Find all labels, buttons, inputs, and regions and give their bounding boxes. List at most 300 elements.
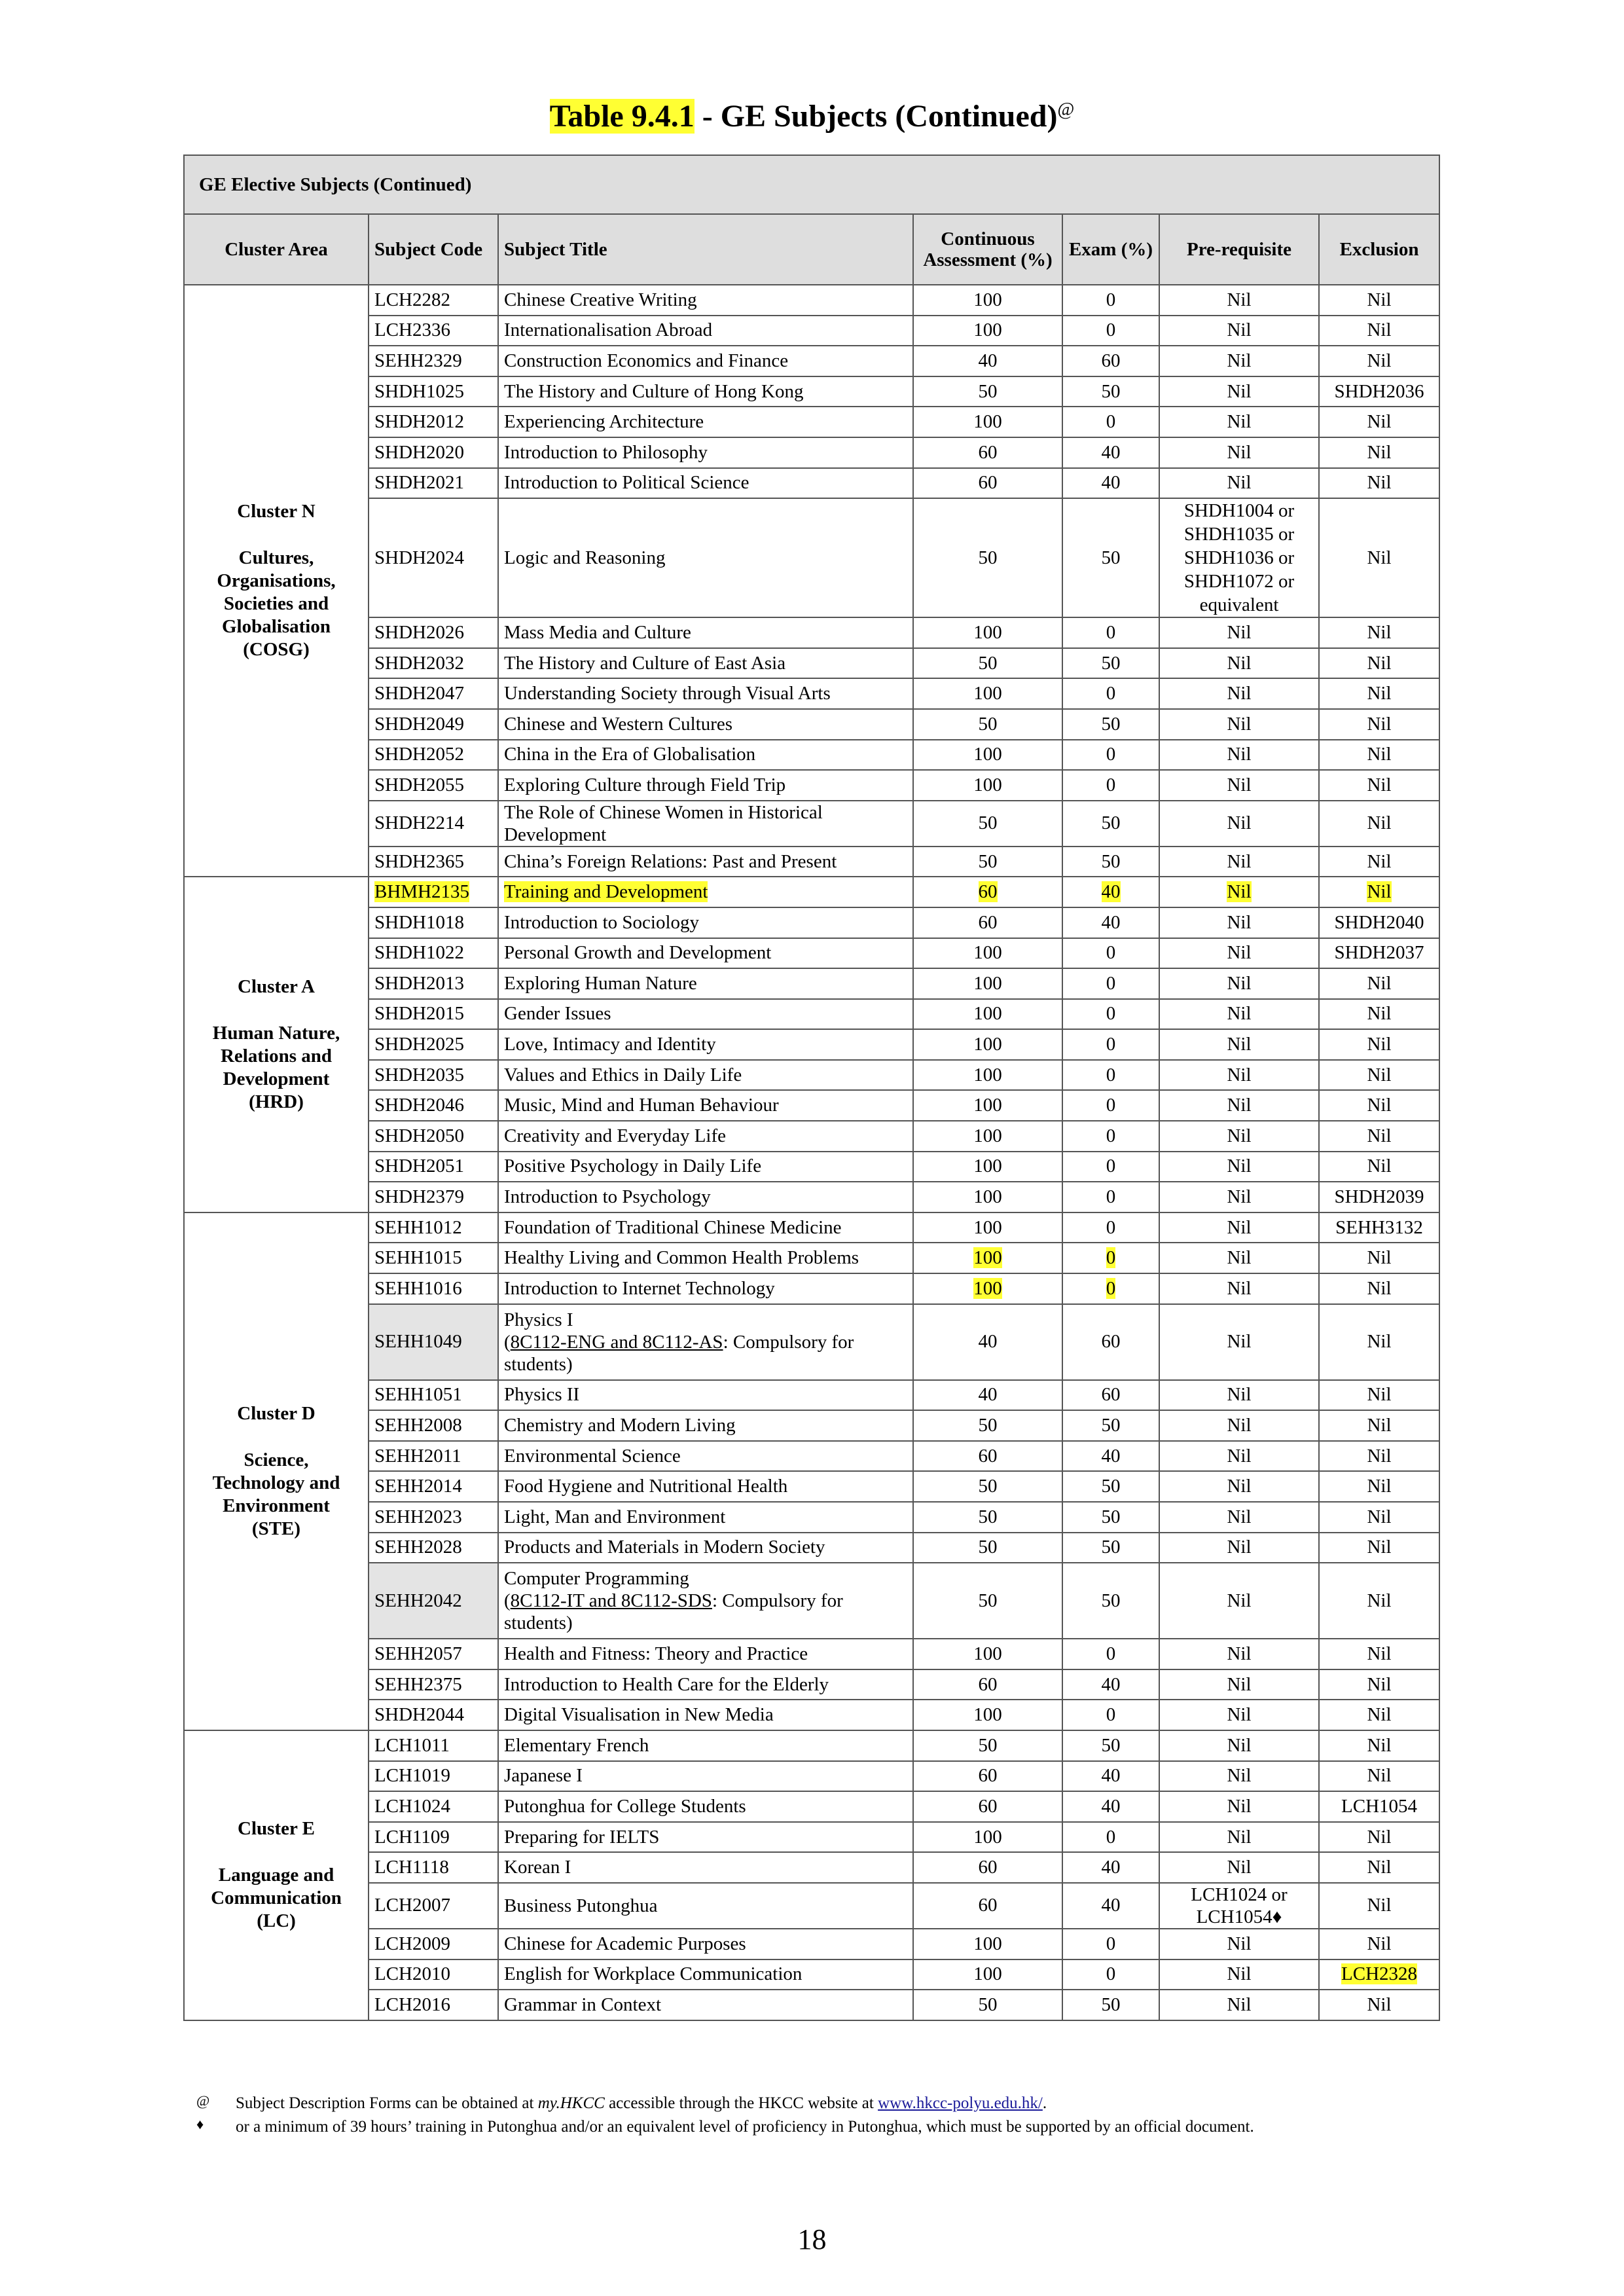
exclusion-value (1319, 1304, 1439, 1380)
prerequisite-value-text: Nil (1227, 1963, 1252, 1985)
subject-code-text: SHDH2051 (374, 1156, 464, 1177)
prerequisite-value-text: Nil (1227, 1384, 1252, 1406)
exam-value-text: 0 (1106, 683, 1116, 704)
table-row (184, 1791, 1439, 1822)
exam-value-text: 60 (1101, 350, 1121, 371)
continuous-assessment-value-text: 100 (973, 942, 1002, 964)
exam-value (1062, 678, 1159, 709)
table-row (184, 1852, 1439, 1883)
subject-title-text: Understanding Society through Visual Arts (504, 683, 831, 704)
continuous-assessment-value-text: 100 (973, 1963, 1002, 1985)
exclusion-value-text: Nil (1367, 812, 1392, 834)
exclusion-value-text: LCH2328 (1341, 1963, 1418, 1985)
table-row (184, 1959, 1439, 1990)
exam-value-text: 0 (1106, 1003, 1116, 1025)
subject-title (498, 1380, 913, 1411)
exam-value-text: 0 (1106, 1247, 1116, 1269)
subject-title-text: Foundation of Traditional Chinese Medicine (504, 1216, 842, 1238)
exam-value (1062, 285, 1159, 316)
subject-title (498, 847, 913, 877)
exam-value (1062, 1669, 1159, 1700)
exam-value (1062, 968, 1159, 999)
continuous-assessment-value-text: 60 (978, 1795, 998, 1817)
subject-code (369, 1029, 498, 1060)
exam-value-text: 0 (1106, 1277, 1116, 1299)
compulsory-note: : Compulsory for students) (504, 1590, 843, 1634)
exam-value (1062, 1304, 1159, 1380)
subject-code-text: SEHH2008 (374, 1415, 462, 1436)
exclusion-value-text: Nil (1367, 1734, 1392, 1756)
continuous-assessment-value (913, 1791, 1062, 1822)
prerequisite-value (1159, 376, 1319, 407)
subject-code-text: SEHH1015 (374, 1247, 462, 1269)
subject-title-text: Internationalisation Abroad (504, 319, 713, 341)
subject-code-text: SEHH2011 (374, 1445, 461, 1467)
prerequisite-value-text: Nil (1227, 652, 1252, 674)
continuous-assessment-value (913, 1273, 1062, 1304)
table-row (184, 1029, 1439, 1060)
compulsory-note: : Compulsory for students) (504, 1331, 854, 1375)
prerequisite-value-text: Nil (1227, 1933, 1252, 1954)
exclusion-value (1319, 1029, 1439, 1060)
continuous-assessment-value (913, 1669, 1062, 1700)
exclusion-value-text: Nil (1367, 1445, 1392, 1467)
prerequisite-value-text: Nil (1227, 1095, 1252, 1116)
subject-title-text: Introduction to Psychology (504, 1186, 711, 1208)
continuous-assessment-value-text: 40 (978, 1331, 998, 1353)
exclusion-value-text: Nil (1367, 683, 1392, 704)
exam-value-text: 0 (1106, 319, 1116, 341)
table-row (184, 1730, 1439, 1761)
subject-code (369, 1410, 498, 1441)
exam-value (1062, 346, 1159, 376)
programme-codes: 8C112-ENG and 8C112-AS (510, 1331, 723, 1353)
exam-value (1062, 648, 1159, 679)
exam-value-text: 0 (1106, 1216, 1116, 1238)
footnote-marker-diamond: ♦ (196, 2116, 204, 2132)
prerequisite-value (1159, 1304, 1319, 1380)
subject-code (369, 1380, 498, 1411)
continuous-assessment-value (913, 1502, 1062, 1533)
header-prerequisite: Pre-requisite (1159, 214, 1319, 285)
title-footnote-marker: @ (1057, 100, 1075, 120)
subject-code (369, 770, 498, 801)
subject-code (369, 1273, 498, 1304)
table-row (184, 285, 1439, 316)
prerequisite-value-text: Nil (1227, 1216, 1252, 1238)
subject-code (369, 999, 498, 1030)
prerequisite-value (1159, 1380, 1319, 1411)
paren-open: ( (504, 1590, 511, 1612)
exclusion-value (1319, 678, 1439, 709)
exam-value-text: 0 (1106, 411, 1116, 433)
prerequisite-value (1159, 709, 1319, 740)
continuous-assessment-value-text: 100 (973, 1064, 1002, 1085)
subject-code-text: LCH1011 (374, 1734, 450, 1756)
exam-value-text: 50 (1101, 1476, 1121, 1497)
continuous-assessment-value-text: 50 (978, 850, 998, 872)
exclusion-value-text: Nil (1367, 289, 1392, 310)
subject-title-text: The History and Culture of East Asia (504, 652, 786, 674)
exclusion-value-text: Nil (1367, 1643, 1392, 1664)
exclusion-value (1319, 1791, 1439, 1822)
subject-title-text: Introduction to Political Science (504, 472, 749, 494)
subject-code (369, 1243, 498, 1273)
table-row (184, 847, 1439, 877)
exam-value (1062, 407, 1159, 437)
subject-title-text: Experiencing Architecture (504, 411, 704, 433)
continuous-assessment-value-text: 50 (978, 652, 998, 674)
prerequisite-value (1159, 1182, 1319, 1212)
subject-code-text: SHDH2049 (374, 713, 464, 735)
subject-code (369, 678, 498, 709)
exclusion-value-text: Nil (1367, 1095, 1392, 1116)
prerequisite-value-text: Nil (1227, 380, 1252, 402)
subject-title-text: Physics I (504, 1309, 573, 1330)
exam-value (1062, 1090, 1159, 1121)
continuous-assessment-value (913, 907, 1062, 938)
exam-value-text: 40 (1101, 1765, 1121, 1787)
exclusion-value (1319, 1959, 1439, 1990)
exclusion-value (1319, 1212, 1439, 1243)
continuous-assessment-value-text: 50 (978, 1994, 998, 2015)
subject-title (498, 1121, 913, 1152)
subject-code (369, 709, 498, 740)
table-row (184, 1883, 1439, 1929)
exam-value-text: 0 (1106, 774, 1116, 795)
prerequisite-value-text: Nil (1227, 1704, 1252, 1726)
table-row (184, 1410, 1439, 1441)
exclusion-value-text: Nil (1367, 1034, 1392, 1055)
exclusion-value-text: SHDH2036 (1334, 380, 1424, 402)
table-row (184, 346, 1439, 376)
exam-value-text: 40 (1101, 1445, 1121, 1467)
footnote-text: . (1042, 2094, 1047, 2112)
exam-value-text: 0 (1106, 1095, 1116, 1116)
continuous-assessment-value-text: 100 (973, 1095, 1002, 1116)
table-row (184, 1380, 1439, 1411)
prerequisite-value-text: Nil (1227, 1415, 1252, 1436)
cluster-cell (184, 877, 369, 1212)
continuous-assessment-value-text: 100 (973, 1125, 1002, 1146)
subject-code (369, 1471, 498, 1502)
prerequisite-value-text: Nil (1227, 744, 1252, 765)
subject-title (498, 1441, 913, 1472)
exclusion-value-text: Nil (1367, 1765, 1392, 1787)
table-row (184, 1243, 1439, 1273)
cluster-cell (184, 1212, 369, 1730)
prerequisite-value (1159, 847, 1319, 877)
subject-title (498, 1852, 913, 1883)
exam-value-text: 50 (1101, 1506, 1121, 1527)
prerequisite-value (1159, 1121, 1319, 1152)
exam-value-text: 0 (1106, 972, 1116, 994)
table-row (184, 648, 1439, 679)
continuous-assessment-value-text: 100 (973, 1826, 1002, 1848)
prerequisite-value-text: Nil (1227, 1734, 1252, 1756)
exclusion-value-text: SHDH2037 (1334, 942, 1424, 964)
subject-code-text: LCH1109 (374, 1826, 450, 1848)
continuous-assessment-value-text: 100 (973, 411, 1002, 433)
continuous-assessment-value-text: 50 (978, 812, 998, 834)
table-row (184, 376, 1439, 407)
prerequisite-value (1159, 907, 1319, 938)
prerequisite-value-text: Nil (1227, 472, 1252, 494)
subject-title-text: Business Putonghua (504, 1895, 658, 1916)
subject-title-text: Elementary French (504, 1734, 649, 1756)
prerequisite-value-text: Nil (1227, 1476, 1252, 1497)
prerequisite-value-text: Nil (1227, 774, 1252, 795)
subject-title (498, 1029, 913, 1060)
exclusion-value (1319, 1761, 1439, 1792)
prerequisite-value-text: SHDH1004 or SHDH1035 or SHDH1036 or SHDH1072 or equivalent (1183, 500, 1295, 616)
continuous-assessment-value-text: 100 (973, 774, 1002, 795)
prerequisite-value (1159, 1533, 1319, 1563)
exclusion-value-text: Nil (1367, 1384, 1392, 1406)
exclusion-value-text: SEHH3132 (1335, 1216, 1423, 1238)
subject-title (498, 740, 913, 771)
cluster-spacer (190, 1840, 363, 1864)
continuous-assessment-value-text: 60 (978, 881, 998, 903)
continuous-assessment-value (913, 316, 1062, 346)
table-row (184, 907, 1439, 938)
exclusion-value (1319, 1410, 1439, 1441)
prerequisite-value (1159, 1152, 1319, 1182)
prerequisite-value-text: Nil (1227, 942, 1252, 964)
exam-value-text: 50 (1101, 713, 1121, 735)
subject-code-text: SHDH2050 (374, 1125, 464, 1146)
exam-value-text: 0 (1106, 1933, 1116, 1954)
exam-value (1062, 1212, 1159, 1243)
exam-value-text: 50 (1101, 1537, 1121, 1558)
prerequisite-value-text: Nil (1227, 1034, 1252, 1055)
prerequisite-value-text: Nil (1227, 1186, 1252, 1208)
table-row (184, 1563, 1439, 1639)
exclusion-value (1319, 1060, 1439, 1091)
subject-code-text: SEHH1012 (374, 1216, 462, 1238)
table-row (184, 617, 1439, 648)
continuous-assessment-value (913, 437, 1062, 468)
exclusion-value (1319, 1502, 1439, 1533)
continuous-assessment-value (913, 376, 1062, 407)
subject-title-text: Chinese and Western Cultures (504, 713, 733, 735)
exam-value-text: 0 (1106, 1156, 1116, 1177)
exam-value-text: 0 (1106, 1963, 1116, 1985)
exclusion-value-text: Nil (1367, 1156, 1392, 1177)
table-row (184, 1441, 1439, 1472)
exam-value (1062, 1700, 1159, 1730)
continuous-assessment-value (913, 617, 1062, 648)
table-row (184, 1929, 1439, 1959)
continuous-assessment-value (913, 968, 1062, 999)
subject-title-text: Exploring Culture through Field Trip (504, 774, 786, 795)
table-row (184, 678, 1439, 709)
prerequisite-value (1159, 968, 1319, 999)
table-row (184, 1669, 1439, 1700)
subject-code (369, 1852, 498, 1883)
exam-value (1062, 1929, 1159, 1959)
exclusion-value (1319, 907, 1439, 938)
exclusion-value-text: Nil (1367, 1704, 1392, 1726)
prerequisite-value (1159, 498, 1319, 617)
continuous-assessment-value-text: 60 (978, 911, 998, 933)
continuous-assessment-value-text: 40 (978, 350, 998, 371)
continuous-assessment-value-text: 50 (978, 1506, 998, 1527)
exclusion-value-text: Nil (1367, 652, 1392, 674)
subject-code-text: SHDH2032 (374, 652, 464, 674)
header-exam: Exam (%) (1062, 214, 1159, 285)
prerequisite-value-text: Nil (1227, 621, 1252, 643)
subject-title (498, 1563, 913, 1639)
continuous-assessment-value-text: 100 (973, 1704, 1002, 1726)
exclusion-value (1319, 346, 1439, 376)
exam-value (1062, 1639, 1159, 1669)
exam-value-text: 40 (1101, 472, 1121, 494)
exam-value-text: 60 (1101, 1384, 1121, 1406)
exclusion-value-text: Nil (1367, 1857, 1392, 1878)
subject-title (498, 1060, 913, 1091)
prerequisite-value-text: LCH1024 or LCH1054♦ (1191, 1884, 1288, 1927)
continuous-assessment-value (913, 709, 1062, 740)
subject-code-text: SHDH2013 (374, 972, 464, 994)
continuous-assessment-value (913, 1730, 1062, 1761)
continuous-assessment-value (913, 938, 1062, 969)
exclusion-value-text: Nil (1367, 1331, 1392, 1353)
continuous-assessment-value (913, 1700, 1062, 1730)
subject-title-text: Digital Visualisation in New Media (504, 1704, 774, 1726)
subject-code-text: SHDH1018 (374, 911, 464, 933)
footnote-marker-at: @ (196, 2092, 210, 2109)
exam-value (1062, 1243, 1159, 1273)
subject-title (498, 1471, 913, 1502)
exam-value (1062, 1990, 1159, 2020)
subject-title (498, 1304, 913, 1380)
exam-value-text: 40 (1101, 1795, 1121, 1817)
prerequisite-value-text: Nil (1227, 1125, 1252, 1146)
continuous-assessment-value (913, 1029, 1062, 1060)
exclusion-value (1319, 847, 1439, 877)
exam-value-text: 40 (1101, 441, 1121, 463)
continuous-assessment-value (913, 1959, 1062, 1990)
continuous-assessment-value-text: 50 (978, 1734, 998, 1756)
subject-code (369, 1441, 498, 1472)
exam-value (1062, 1791, 1159, 1822)
table-row (184, 1700, 1439, 1730)
subject-code (369, 376, 498, 407)
subject-title (498, 801, 913, 847)
cluster-name: Cluster E (238, 1818, 315, 1840)
page-number: 18 (797, 2223, 827, 2255)
cluster-cell (184, 285, 369, 877)
continuous-assessment-value-text: 50 (978, 380, 998, 402)
subject-code-text: SEHH2023 (374, 1506, 462, 1527)
prerequisite-value (1159, 1669, 1319, 1700)
footnote-1 (190, 2092, 1466, 2115)
subject-code (369, 346, 498, 376)
subject-title (498, 907, 913, 938)
prerequisite-value-text: Nil (1227, 1247, 1252, 1269)
subject-title (498, 1822, 913, 1853)
header-row (184, 214, 1439, 285)
exam-value (1062, 1029, 1159, 1060)
continuous-assessment-value (913, 346, 1062, 376)
subject-code (369, 847, 498, 877)
continuous-assessment-value (913, 1533, 1062, 1563)
exam-value-text: 50 (1101, 652, 1121, 674)
continuous-assessment-value-text: 50 (978, 1590, 998, 1611)
subject-title (498, 376, 913, 407)
exclusion-value (1319, 1471, 1439, 1502)
subject-title (498, 938, 913, 969)
subject-title-text: Introduction to Philosophy (504, 441, 708, 463)
prerequisite-value (1159, 1990, 1319, 2020)
table-row (184, 1533, 1439, 1563)
exclusion-value-text: Nil (1367, 1590, 1392, 1611)
prerequisite-value-text: Nil (1227, 812, 1252, 834)
subject-title (498, 316, 913, 346)
exclusion-value-text: Nil (1367, 713, 1392, 735)
subject-title-text: Personal Growth and Development (504, 942, 772, 964)
exam-value-text: 40 (1101, 1673, 1121, 1695)
exclusion-value-text: Nil (1367, 1247, 1392, 1269)
subject-code (369, 1502, 498, 1533)
prerequisite-value-text: Nil (1227, 1826, 1252, 1848)
continuous-assessment-value (913, 678, 1062, 709)
subject-code (369, 1700, 498, 1730)
exam-value-text: 0 (1106, 1643, 1116, 1664)
exam-value-text: 50 (1101, 1415, 1121, 1436)
subject-code-text: SHDH2214 (374, 812, 464, 834)
exam-value-text: 50 (1101, 1994, 1121, 2015)
continuous-assessment-value (913, 1182, 1062, 1212)
continuous-assessment-value (913, 1212, 1062, 1243)
exclusion-value (1319, 938, 1439, 969)
subject-title (498, 678, 913, 709)
exam-value (1062, 999, 1159, 1030)
subject-code (369, 1761, 498, 1792)
exclusion-value (1319, 1883, 1439, 1929)
exclusion-value-text: Nil (1367, 547, 1392, 568)
exclusion-value-text: Nil (1367, 744, 1392, 765)
continuous-assessment-value-text: 50 (978, 713, 998, 735)
continuous-assessment-value (913, 1761, 1062, 1792)
exclusion-value-text: Nil (1367, 1506, 1392, 1527)
exam-value-text: 50 (1101, 812, 1121, 834)
continuous-assessment-value (913, 1090, 1062, 1121)
exclusion-value-text: Nil (1367, 350, 1392, 371)
exam-value-text: 0 (1106, 1064, 1116, 1085)
exam-value (1062, 1852, 1159, 1883)
subject-title (498, 1700, 913, 1730)
title-text: - GE Subjects (Continued) (694, 99, 1058, 134)
continuous-assessment-value-text: 100 (973, 1003, 1002, 1025)
exam-value-text: 0 (1106, 942, 1116, 964)
table-row (184, 1090, 1439, 1121)
prerequisite-value (1159, 617, 1319, 648)
hkcc-website-link[interactable]: www.hkcc-polyu.edu.hk/ (878, 2094, 1043, 2112)
exam-value-text: 60 (1101, 1331, 1121, 1353)
subject-code-text: SHDH2035 (374, 1064, 464, 1085)
table-row (184, 498, 1439, 617)
continuous-assessment-value (913, 285, 1062, 316)
continuous-assessment-value-text: 60 (978, 1445, 998, 1467)
subject-title-text: Construction Economics and Finance (504, 350, 789, 371)
exam-value-text: 40 (1101, 911, 1121, 933)
prerequisite-value (1159, 1959, 1319, 1990)
subject-code-text: SHDH2044 (374, 1704, 464, 1726)
subject-code-text: SEHH1051 (374, 1384, 462, 1406)
subject-code (369, 437, 498, 468)
